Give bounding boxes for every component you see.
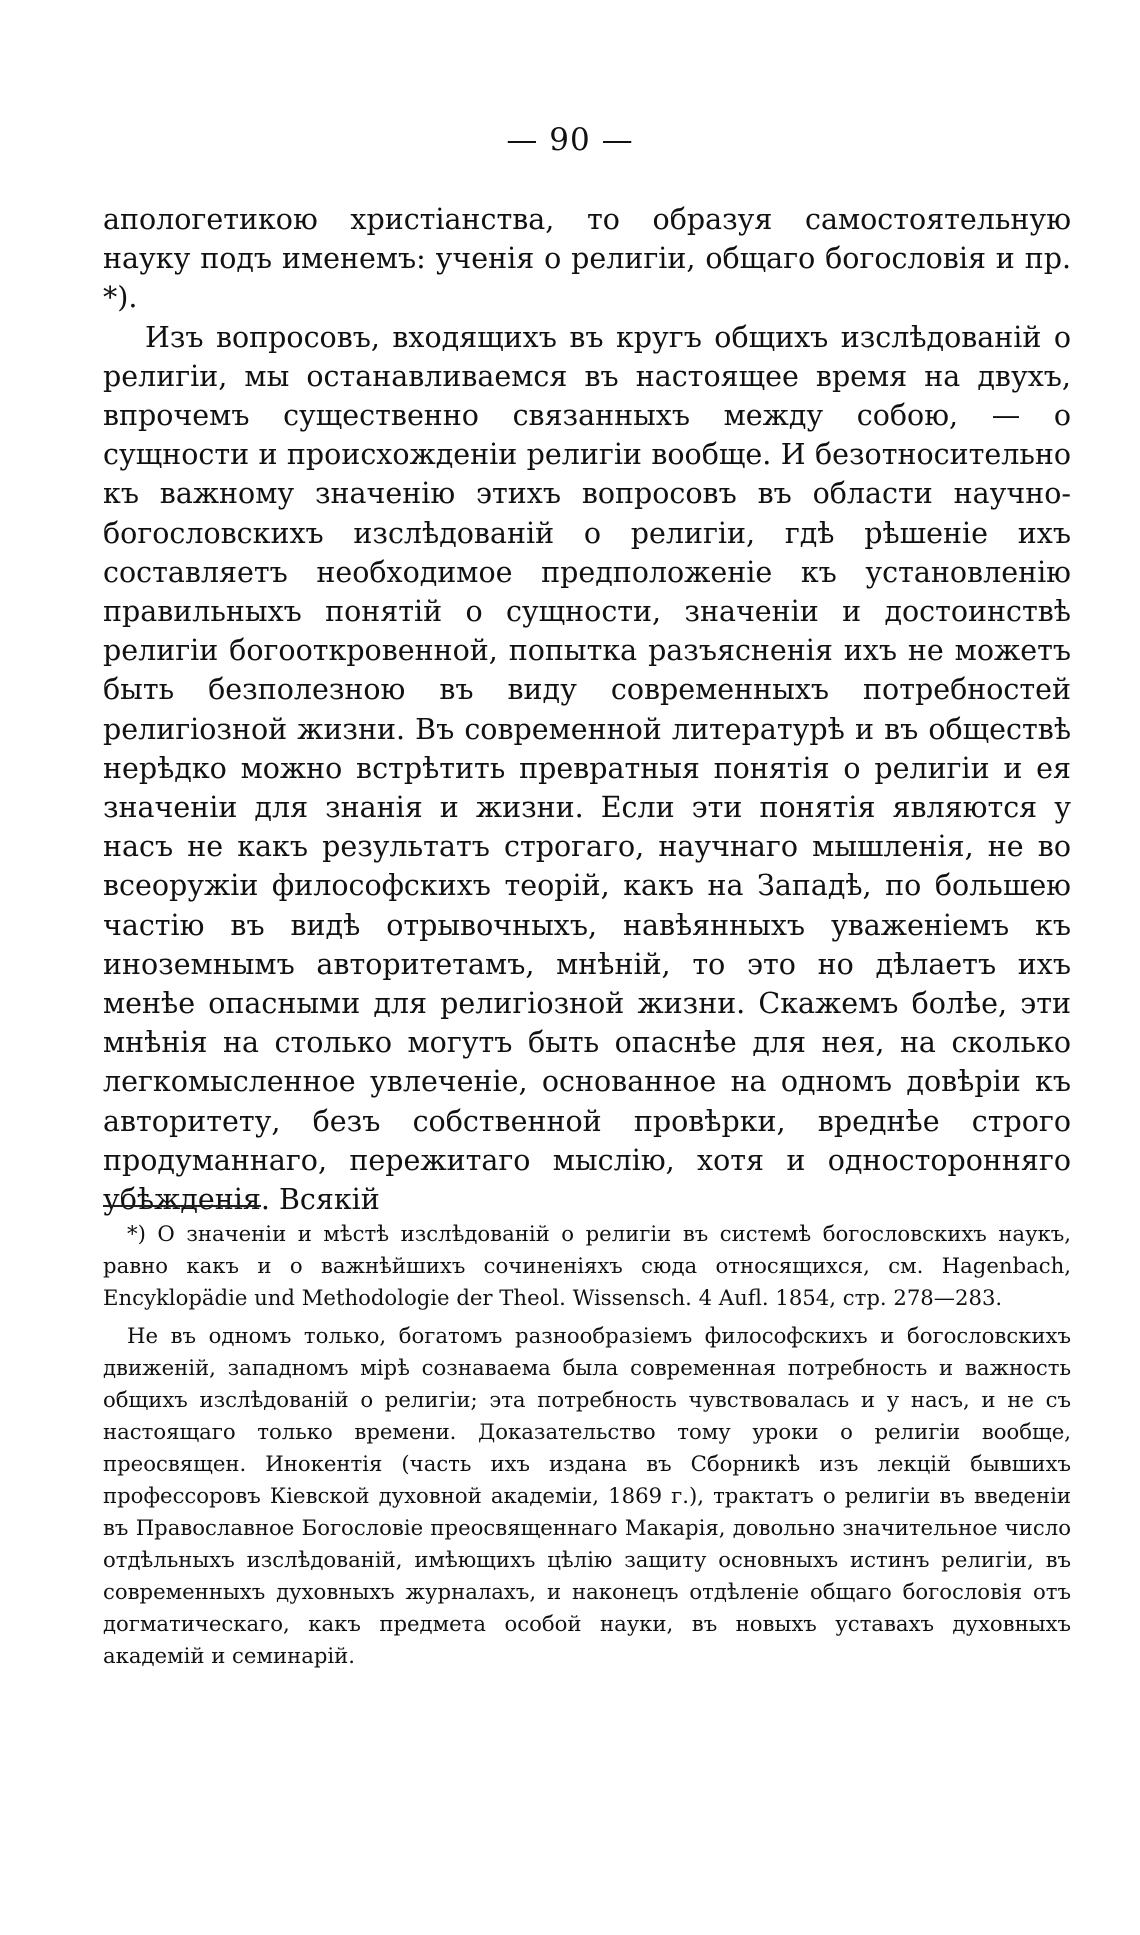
main-text — [103, 200, 1071, 1219]
footnote-divider — [103, 1205, 261, 1207]
footnotes — [103, 1218, 1071, 1672]
page-number: — 90 — — [506, 122, 634, 158]
footnote: Не въ одномъ только, богатомъ разнообразіемъ философскихъ и богословскихъ движеній, западномъ мірѣ сознаваема была современная потребность и важность общихъ изслѣдованій о религіи; эта потребность чувствовалась и у насъ, и не съ настоящаго только времени. Доказательство тому уроки о религіи вообще, преосвящен. Инокентія (часть ихъ издана въ Сборникѣ изъ лекцій бывшихъ профессоровъ Кіевской духовной академіи, 1869 г.), трактатъ о религіи въ введеніи въ Православное Богословіе преосвященнаго Макарія, довольно значительное число отдѣльныхъ изслѣдованій, имѣющихъ цѣлію защиту основныхъ истинъ религіи, въ современныхъ духовныхъ журналахъ, и наконецъ отдѣленіе общаго богословія отъ догматическаго, какъ предмета особой науки, въ новыхъ уставахъ духовныхъ академій и семинарій. — [103, 1323, 1071, 1668]
paragraph: апологетикою христіанства, то образуя самостоятельную науку подъ именемъ: ученія о религіи, общаго богословія и пр. *). — [103, 203, 1071, 315]
paragraph: Изъ вопросовъ, входящихъ въ кругъ общихъ изслѣдованій о религіи, мы останавливаемся въ настоящее время на двухъ, впрочемъ существенно связанныхъ между собою, — о сущности и происхожденіи религіи вообще. И безотносительно къ важному значенію этихъ вопросовъ въ области научно-богословскихъ изслѣдованій о религіи, гдѣ рѣшеніе ихъ составляетъ необходимое предположеніе къ установленію правильныхъ понятій о сущности, значеніи и достоинствѣ религіи богооткровенной, попытка разъясненія ихъ не можетъ быть безполезною въ виду современныхъ потребностей религіозной жизни. Въ современной литературѣ и въ обществѣ нерѣдко можно встрѣтить превратныя понятія о религіи и ея значеніи для знанія и жизни. Если эти понятія являются у насъ не какъ результатъ строгаго, научнаго мышленія, не во всеоружіи философскихъ теорій, какъ на Западѣ, по большею частію въ видѣ отрывочныхъ, навѣянныхъ уваженіемъ къ иноземнымъ авторитетамъ, мнѣній, то это но дѣлаетъ ихъ менѣе опасными для религіозной жизни. Скажемъ болѣе, эти мнѣнія на столько могутъ быть опаснѣе для нея, на сколько легкомысленное увлеченіе, основанное на одномъ довѣріи къ авторитету, безъ собственной провѣрки, вреднѣе строго продуманнаго, пережитаго мыслію, хотя и односторонняго убѣжденія. Всякій — [103, 320, 1071, 1217]
footnote: *) О значеніи и мѣстѣ изслѣдованій о религіи въ системѣ богословскихъ наукъ, равно какъ и о важнѣйшихъ сочиненіяхъ сюда относящихся, см. Hagenbach, Encyklopädie und Methodologie der Theol. Wissensch. 4 Aufl. 1854, стр. 278—283. — [103, 1221, 1071, 1310]
